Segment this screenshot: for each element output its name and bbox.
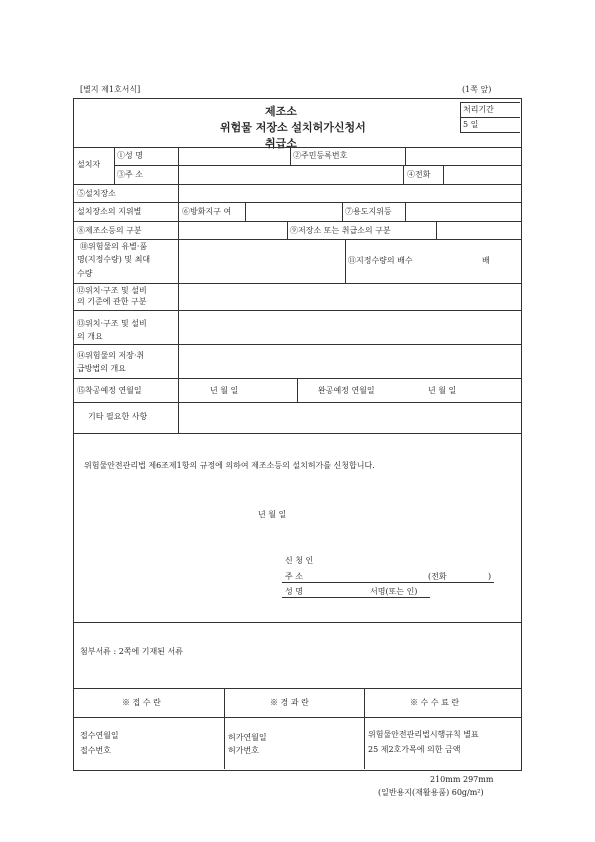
- facility-type-label: ⑧제조소등의 구분: [77, 226, 142, 235]
- name-label: ①성 명: [117, 151, 143, 160]
- paper-size: 210mm 297mm: [430, 775, 494, 784]
- hazmat-label-2: 명(지정수량) 및 최대: [77, 255, 151, 264]
- fire-district-label: ⑥방화지구 여: [182, 207, 232, 216]
- phone-field-close: ): [488, 572, 492, 581]
- start-date-value: 년 월 일: [210, 386, 239, 395]
- application-statement: 위험물안전관리법 제6조제1항의 규정에 의하여 제조소등의 설치허가를 신청합니다.: [84, 461, 375, 470]
- permit-date-label: 허가연월일: [228, 733, 267, 742]
- multiple-unit: 배: [482, 256, 490, 265]
- receipt-date-label: 접수연월일: [80, 731, 119, 740]
- phone-label: ④전화: [407, 170, 431, 179]
- handling-method-label-2: 급방법의 개요: [77, 364, 126, 373]
- processing-value: 5 일: [463, 120, 479, 129]
- structure-overview-label-1: ⑬위치·구조 및 설비: [77, 319, 147, 328]
- page-indicator: (1쪽 앞): [462, 85, 492, 94]
- fee-column-header: ※ 수 수 료 란: [410, 698, 460, 707]
- district-label: 설치장소의 지위별: [77, 207, 142, 216]
- fee-basis-line1: 위험물안전관리법시행규칙 별표: [368, 730, 479, 739]
- completion-date-value: 년 월 일: [428, 386, 457, 395]
- hazmat-label-3: 수량: [77, 269, 93, 278]
- address-label: ③주 소: [117, 170, 143, 179]
- use-district-label: ⑦용도지위등: [345, 207, 392, 216]
- name-field-label: 성 명: [285, 587, 303, 596]
- progress-column-header: ※ 경 과 란: [270, 698, 309, 707]
- form-border: [73, 98, 522, 771]
- title-line3: 취급소: [265, 137, 297, 150]
- fee-basis-line2: 25 제2호가목에 의한 금액: [368, 745, 461, 754]
- install-place-label: ⑤설치장소: [77, 189, 116, 198]
- signature-label: 서명(또는 인): [370, 587, 418, 596]
- title-line2: 위험물 저장소 설치허가신청서: [220, 121, 366, 134]
- storage-type-label: ⑨저장소 또는 취급소의 구분: [290, 226, 391, 235]
- attachments-note: 첨부서류 : 2쪽에 기재된 서류: [80, 647, 183, 656]
- multiple-label: ⑪지정수량의 배수: [348, 256, 413, 265]
- structure-standard-label-1: ⑫위치·구조 및 설비: [77, 286, 147, 295]
- handling-method-label-1: ⑭위험물의 저장·취: [77, 351, 145, 360]
- receipt-column-header: ※ 접 수 란: [122, 698, 161, 707]
- structure-standard-label-2: 의 기준에 관한 구분: [77, 297, 147, 306]
- phone-field-label: (전화: [428, 572, 447, 581]
- title-line1: 제조소: [265, 105, 297, 118]
- other-matters-label: 기타 필요한 사항: [88, 412, 148, 421]
- start-date-label: ⑮착공예정 연월일: [77, 386, 142, 395]
- address-field-label: 주 소: [285, 572, 303, 581]
- rrn-label: ②주민등록번호: [293, 151, 348, 160]
- applicant-section-label: 설치자: [77, 160, 101, 169]
- applicant-label: 신 청 인: [285, 556, 314, 565]
- hazmat-label-1: ⑩위험물의 유별·품: [80, 242, 148, 251]
- application-date: 년 월 일: [258, 510, 287, 519]
- structure-overview-label-2: 의 개요: [77, 332, 103, 341]
- form-code: [별지 제1호서식]: [80, 85, 141, 94]
- completion-date-label: 완공예정 연월일: [318, 386, 375, 395]
- processing-label: 처리기간: [463, 105, 494, 114]
- receipt-number-label: 접수번호: [80, 746, 111, 755]
- permit-number-label: 허가번호: [228, 746, 259, 755]
- paper-type: (일반용지(재활용품) 60g/m²): [378, 788, 484, 797]
